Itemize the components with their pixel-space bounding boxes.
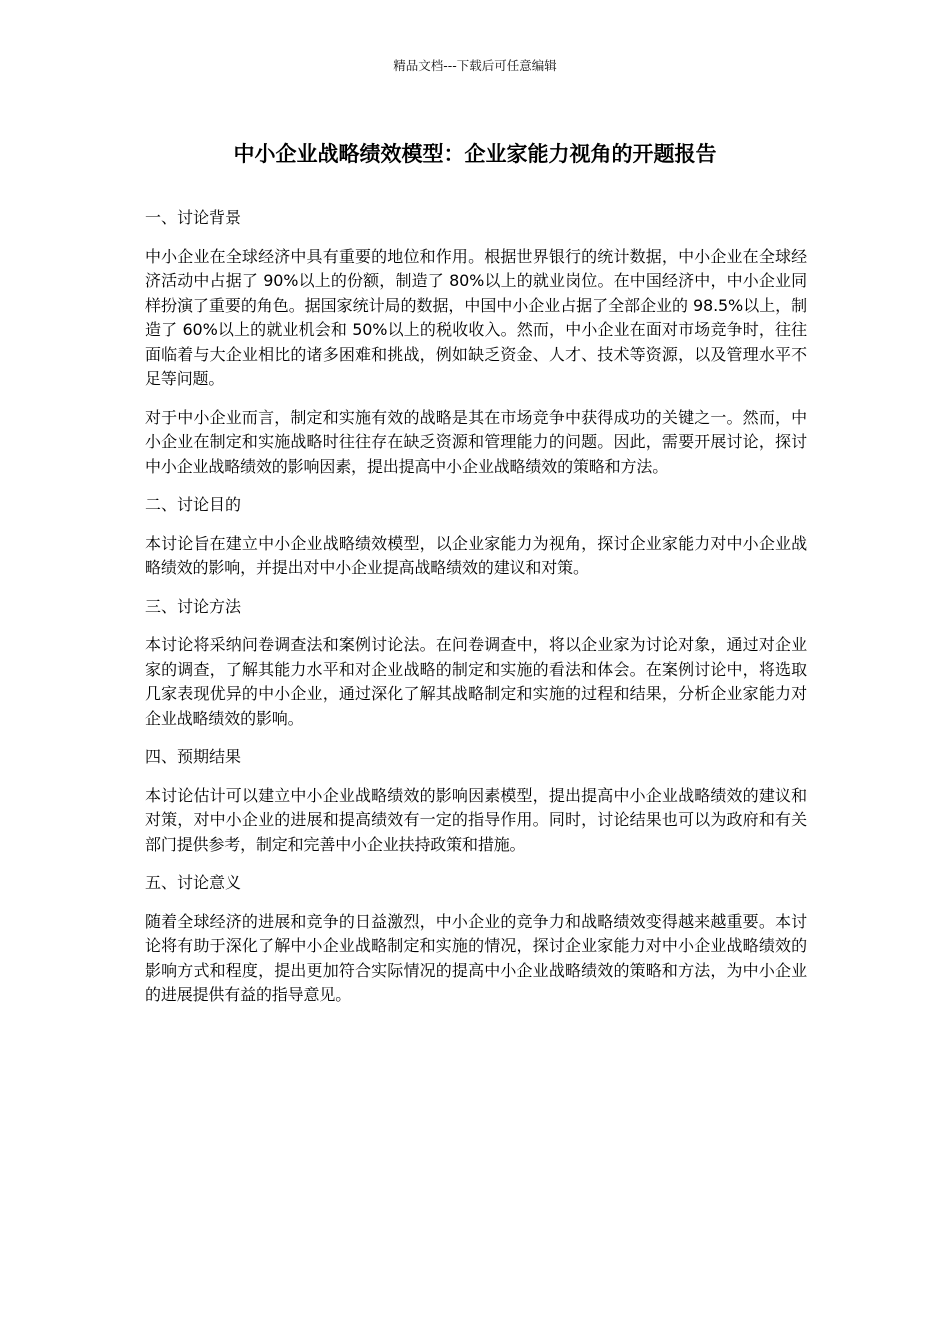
paragraph: 中小企业在全球经济中具有重要的地位和作用。根据世界银行的统计数据，中小企业在全球经济活动中占据了 90%以上的份额，制造了 80%以上的就业岗位。在中国经济中，中小企业同样扮演了重要的角色。据国家统计局的数据，中国中小企业占据了全部企业的 98.5%以上，制造了 60%以上的就业机会和 50%以上的税收收入。然而，中小企业在面对市场竞争时，往往面临着与大企业相比的诸多困难和挑战，例如缺乏资金、人才、技术等资源，以及管理水平不足等问题。 (145, 246, 807, 388)
section-background (145, 206, 807, 479)
document-title: 中小企业战略绩效模型：企业家能力视角的开题报告 (233, 142, 717, 166)
section-heading: 二、讨论目的 (145, 495, 242, 514)
paragraph: 本讨论旨在建立中小企业战略绩效模型，以企业家能力为视角，探讨企业家能力对中小企业战略绩效的影响，并提出对中小企业提高战略绩效的建议和对策。 (145, 533, 807, 577)
section-method (145, 595, 807, 732)
section-heading: 五、讨论意义 (145, 873, 242, 892)
paragraph: 本讨论将采纳问卷调查法和案例讨论法。在问卷调查中，将以企业家为讨论对象，通过对企业家的调查，了解其能力水平和对企业战略的制定和实施的看法和体会。在案例讨论中，将选取几家表现优异的中小企业，通过深化了解其战略制定和实施的过程和结果，分析企业家能力对企业战略绩效的影响。 (145, 635, 807, 728)
document-body (145, 206, 807, 1022)
paragraph: 对于中小企业而言，制定和实施有效的战略是其在市场竞争中获得成功的关键之一。然而，中小企业在制定和实施战略时往往存在缺乏资源和管理能力的问题。因此，需要开展讨论，探讨中小企业战略绩效的影响因素，提出提高中小企业战略绩效的策略和方法。 (145, 407, 807, 476)
section-expected-results (145, 745, 807, 857)
section-significance (145, 871, 807, 1008)
section-heading: 三、讨论方法 (145, 596, 242, 616)
section-purpose (145, 493, 807, 581)
paragraph: 本讨论估计可以建立中小企业战略绩效的影响因素模型，提出提高中小企业战略绩效的建议和对策，对中小企业的进展和提高绩效有一定的指导作用。同时，讨论结果也可以为政府和有关部门提供参考，制定和完善中小企业扶持政策和措施。 (145, 785, 807, 854)
section-heading: 一、讨论背景 (145, 208, 242, 227)
page-header: 精品文档---下载后可任意编辑 (393, 58, 557, 73)
section-heading: 四、预期结果 (145, 747, 242, 766)
paragraph: 随着全球经济的进展和竞争的日益激烈，中小企业的竞争力和战略绩效变得越来越重要。本讨论将有助于深化了解中小企业战略制定和实施的情况，探讨企业家能力对中小企业战略绩效的影响方式和程度，提出更加符合实际情况的提高中小企业战略绩效的策略和方法，为中小企业的进展提供有益的指导意见。 (145, 911, 807, 1004)
